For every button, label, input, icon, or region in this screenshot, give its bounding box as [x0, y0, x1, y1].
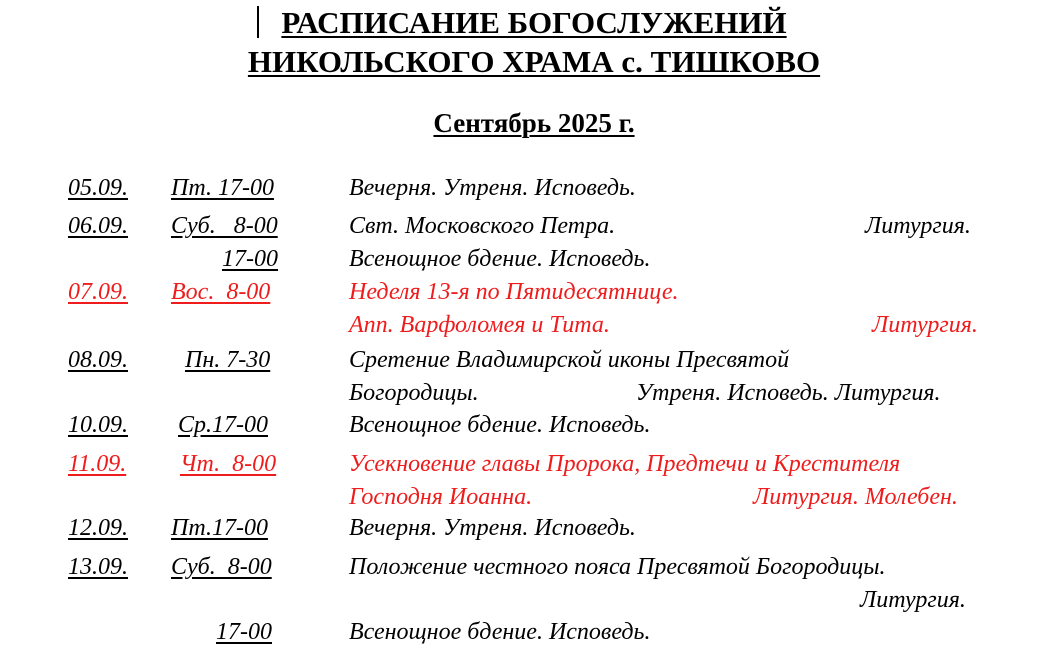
entry-description: Всенощное бдение. Исповедь.: [349, 412, 651, 438]
entry-day-time: Суб. 8-00: [171, 213, 278, 239]
entry-time: 17-00: [222, 246, 278, 272]
entry-service: Утреня. Исповедь. Литургия.: [636, 380, 941, 406]
entry-description: Всенощное бдение. Исповедь.: [349, 619, 651, 645]
title-line-1: РАСПИСАНИЕ БОГОСЛУЖЕНИЙ: [281, 5, 787, 40]
entry-service: Литургия.: [872, 312, 978, 338]
entry-day-time: Чт. 8-00: [180, 451, 277, 477]
month-heading: Сентябрь 2025 г.: [433, 108, 635, 138]
entry-day-time: Вос. 8-00: [171, 279, 271, 305]
entry-description: Всенощное бдение. Исповедь.: [349, 246, 651, 272]
entry-service: Литургия. Молебен.: [753, 484, 958, 510]
entry-date: 06.09.: [68, 213, 128, 239]
entry-description: Усекновение главы Пророка, Предтечи и Крестителя: [349, 451, 901, 477]
entry-description: Господня Иоанна.: [349, 484, 533, 510]
entry-description: Сретение Владимирской иконы Пресвятой: [349, 347, 790, 373]
entry-description: Вечерня. Утреня. Исповедь.: [349, 515, 636, 541]
entry-day-time: Ср.17-00: [178, 412, 268, 438]
entry-description: Свт. Московского Петра.: [349, 213, 616, 239]
entry-day-time: Пт.17-00: [171, 515, 268, 541]
entry-date: 05.09.: [68, 175, 128, 201]
entry-date: 07.09.: [68, 279, 128, 305]
entry-description: Положение честного пояса Пресвятой Богородицы.: [349, 554, 886, 580]
entry-description: Апп. Варфоломея и Тита.: [349, 312, 610, 338]
entry-service: Литургия.: [865, 213, 971, 239]
entry-day-time: Пт. 17-00: [171, 175, 274, 201]
title-line-2: НИКОЛЬСКОГО ХРАМА с. ТИШКОВО: [247, 44, 821, 79]
entry-date: 12.09.: [68, 515, 128, 541]
entry-date: 13.09.: [68, 554, 128, 580]
entry-description: Богородицы.: [349, 380, 479, 406]
entry-day-time: Пн. 7-30: [185, 347, 271, 373]
entry-description: Вечерня. Утреня. Исповедь.: [349, 175, 636, 201]
entry-day-time: Суб. 8-00: [171, 554, 272, 580]
entry-description: Неделя 13-я по Пятидесятнице.: [349, 279, 679, 305]
entry-date: 11.09.: [68, 451, 127, 477]
entry-date: 08.09.: [68, 347, 128, 373]
entry-time: 17-00: [216, 619, 272, 645]
entry-date: 10.09.: [68, 412, 128, 438]
entry-service: Литургия.: [860, 587, 966, 613]
